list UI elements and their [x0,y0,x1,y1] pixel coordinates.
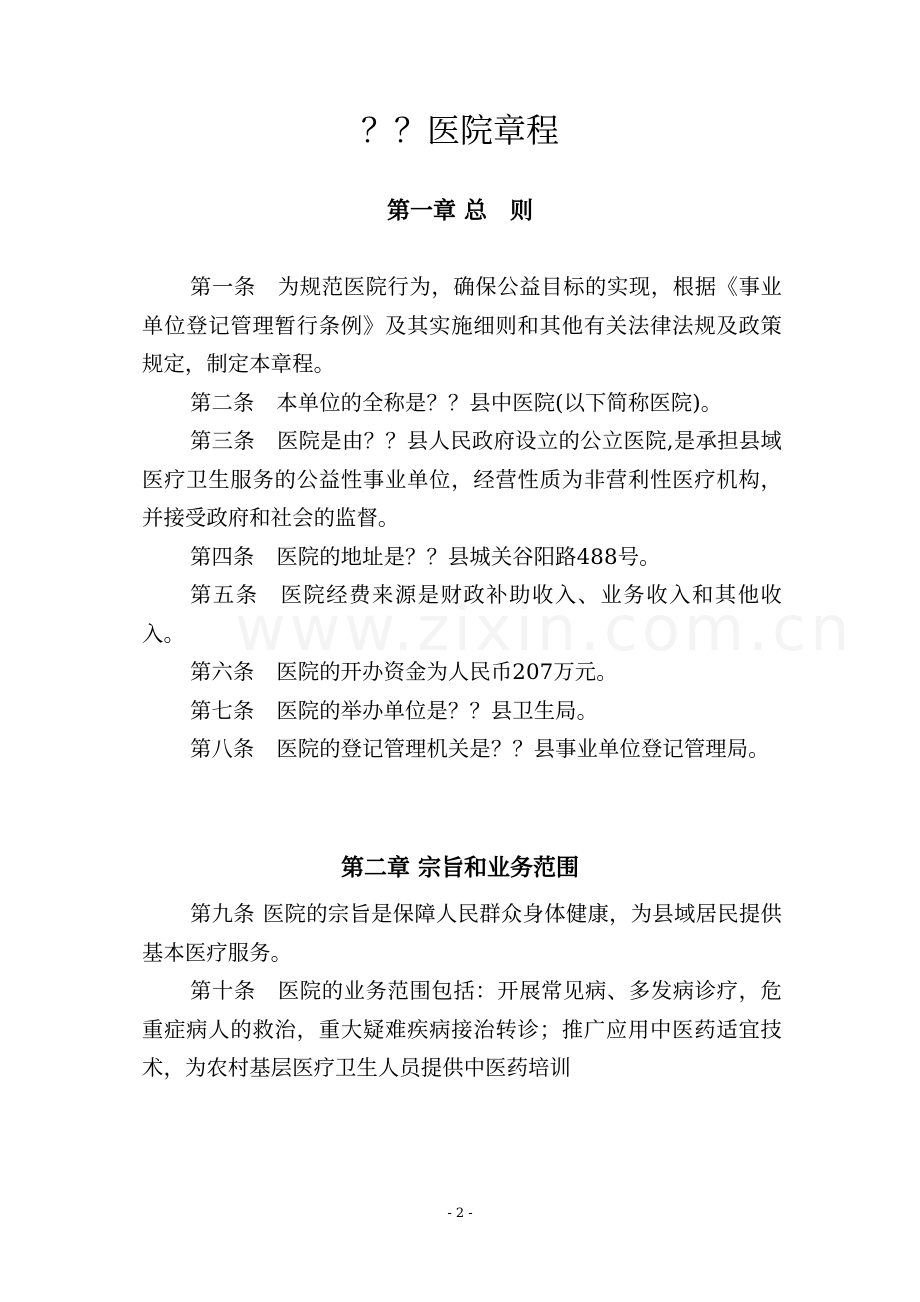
article-text: 医院经费来源是财政补助收入、业务收入和其他收入。 [142,583,782,647]
article [142,269,782,385]
article-text: 医院的地址是？？县城关谷阳路488号。 [276,544,661,570]
article-number: 第十条 [190,979,256,1004]
article-number: 第五条 [190,583,259,608]
article-number: 第九条 [190,902,255,927]
article-text: 医院的举办单位是？？县卫生局。 [276,698,599,724]
chapter-heading-1: 第一章 总 则 [386,198,533,224]
article [142,539,782,578]
article [142,577,782,654]
article [142,973,782,1089]
article-number: 第二条 [190,390,255,416]
chapter-2-body [142,896,782,1089]
article-number: 第六条 [190,660,255,685]
article-number: 第一条 [190,275,256,300]
article-number: 第三条 [190,429,255,454]
article-text: 本单位的全称是？？县中医院(以下简称医院)。 [276,390,723,416]
article [142,896,782,973]
article-text: 医院的登记管理机关是？？县事业单位登记管理局。 [276,737,770,762]
article [142,385,782,424]
article-text: 医院是由？？县人民政府设立的公立医院,是承担县域医疗卫生服务的公益性事业单位，经营性质为非营利性医疗机构，并接受政府和社会的监督。 [142,429,783,531]
article [142,423,782,539]
article-text: 医院的宗旨是保障人民群众身体健康，为县域居民提供基本医疗服务。 [142,902,783,966]
article [142,654,782,693]
article-number: 第四条 [190,544,255,570]
article [142,693,782,732]
article-text: 医院的开办资金为人民币207万元。 [276,660,618,685]
article-number: 第七条 [190,698,255,724]
document-title: ？？医院章程 [361,111,559,150]
chapter-heading-2: 第二章 宗旨和业务范围 [340,855,579,881]
chapter-1-body [142,269,782,770]
article-text: 医院的业务范围包括：开展常见病、多发病诊疗，危重症病人的救治，重大疑难疾病接治转诊；推广应用中医药适宜技术，为农村基层医疗卫生人员提供中医药培训 [142,979,782,1081]
article-number: 第八条 [190,737,255,762]
article-text: 为规范医院行为，确保公益目标的实现，根据《事业单位登记管理暂行条例》及其实施细则和其他有关法律法规及政策规定，制定本章程。 [142,275,782,377]
page-number: - 2 - [447,1206,473,1221]
article [142,731,782,770]
